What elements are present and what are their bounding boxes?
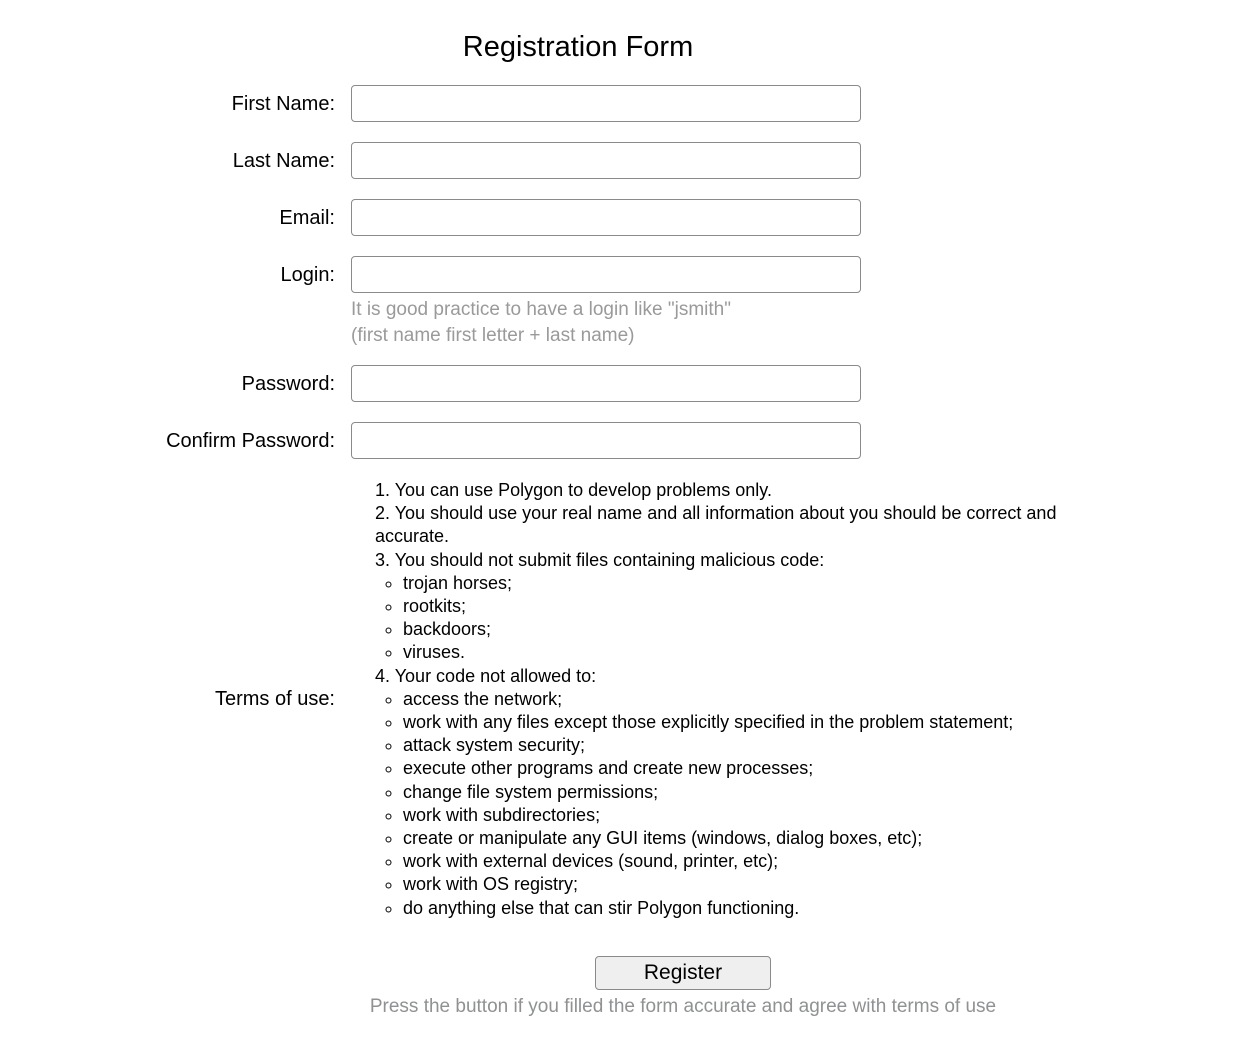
terms-item: 4. Your code not allowed to: bbox=[375, 665, 597, 686]
login-help-line2: (first name first letter + last name) bbox=[351, 325, 635, 346]
first-name-input[interactable] bbox=[351, 85, 861, 122]
email-row bbox=[0, 199, 1254, 236]
terms-item: ◦ rootkits; bbox=[403, 595, 1110, 618]
login-label: Login: bbox=[280, 263, 335, 286]
login-help-line1: It is good practice to have a login like "jsmith" bbox=[351, 299, 731, 320]
terms-item: 3. You should not submit files containing malicious code: bbox=[375, 549, 825, 570]
login-input[interactable] bbox=[351, 256, 861, 293]
terms-item: ◦ viruses. bbox=[403, 641, 1110, 664]
terms-item: ◦ backdoors; bbox=[403, 618, 1110, 641]
last-name-label: Last Name: bbox=[232, 149, 335, 172]
actions-area bbox=[112, 956, 1254, 990]
terms-item: ◦ change file system permissions; bbox=[403, 781, 1110, 804]
last-name-row bbox=[0, 142, 1254, 179]
terms-list bbox=[375, 479, 1110, 920]
confirm-password-label: Confirm Password: bbox=[166, 429, 335, 452]
submit-note: Press the button if you filled the form accurate and agree with terms of use bbox=[369, 995, 997, 1017]
confirm-password-row bbox=[0, 422, 1254, 459]
terms-item: 2. You should use your real name and all information about you should be correct and accurate. bbox=[375, 503, 1057, 547]
terms-item: ◦ work with subdirectories; bbox=[403, 804, 1110, 827]
terms-of-use-label: Terms of use: bbox=[214, 688, 335, 711]
email-label: Email: bbox=[279, 206, 335, 229]
password-input[interactable] bbox=[351, 365, 861, 402]
terms-item: ◦ work with external devices (sound, printer, etc); bbox=[403, 850, 1110, 873]
terms-item: ◦ work with OS registry; bbox=[403, 873, 1110, 896]
password-row bbox=[0, 365, 1254, 402]
register-button[interactable]: Register bbox=[595, 956, 771, 990]
terms-item: ◦ attack system security; bbox=[403, 734, 1110, 757]
first-name-label: First Name: bbox=[231, 92, 335, 115]
terms-item: ◦ execute other programs and create new processes; bbox=[403, 757, 1110, 780]
last-name-input[interactable] bbox=[351, 142, 861, 179]
first-name-row bbox=[0, 85, 1254, 122]
terms-item: ◦ work with any files except those explicitly specified in the problem statement; bbox=[403, 711, 1110, 734]
confirm-password-input[interactable] bbox=[351, 422, 861, 459]
page-title: Registration Form bbox=[462, 31, 694, 63]
email-input[interactable] bbox=[351, 199, 861, 236]
terms-item: ◦ do anything else that can stir Polygon functioning. bbox=[403, 897, 1110, 920]
terms-item: 1. You can use Polygon to develop problems only. bbox=[375, 480, 772, 500]
password-label: Password: bbox=[241, 372, 335, 395]
terms-row bbox=[0, 479, 1254, 920]
terms-item: ◦ access the network; bbox=[403, 688, 1110, 711]
login-row bbox=[0, 256, 1254, 293]
terms-item: ◦ trojan horses; bbox=[403, 572, 1110, 595]
terms-item: ◦ create or manipulate any GUI items (windows, dialog boxes, etc); bbox=[403, 827, 1110, 850]
login-help-text bbox=[351, 297, 1254, 349]
